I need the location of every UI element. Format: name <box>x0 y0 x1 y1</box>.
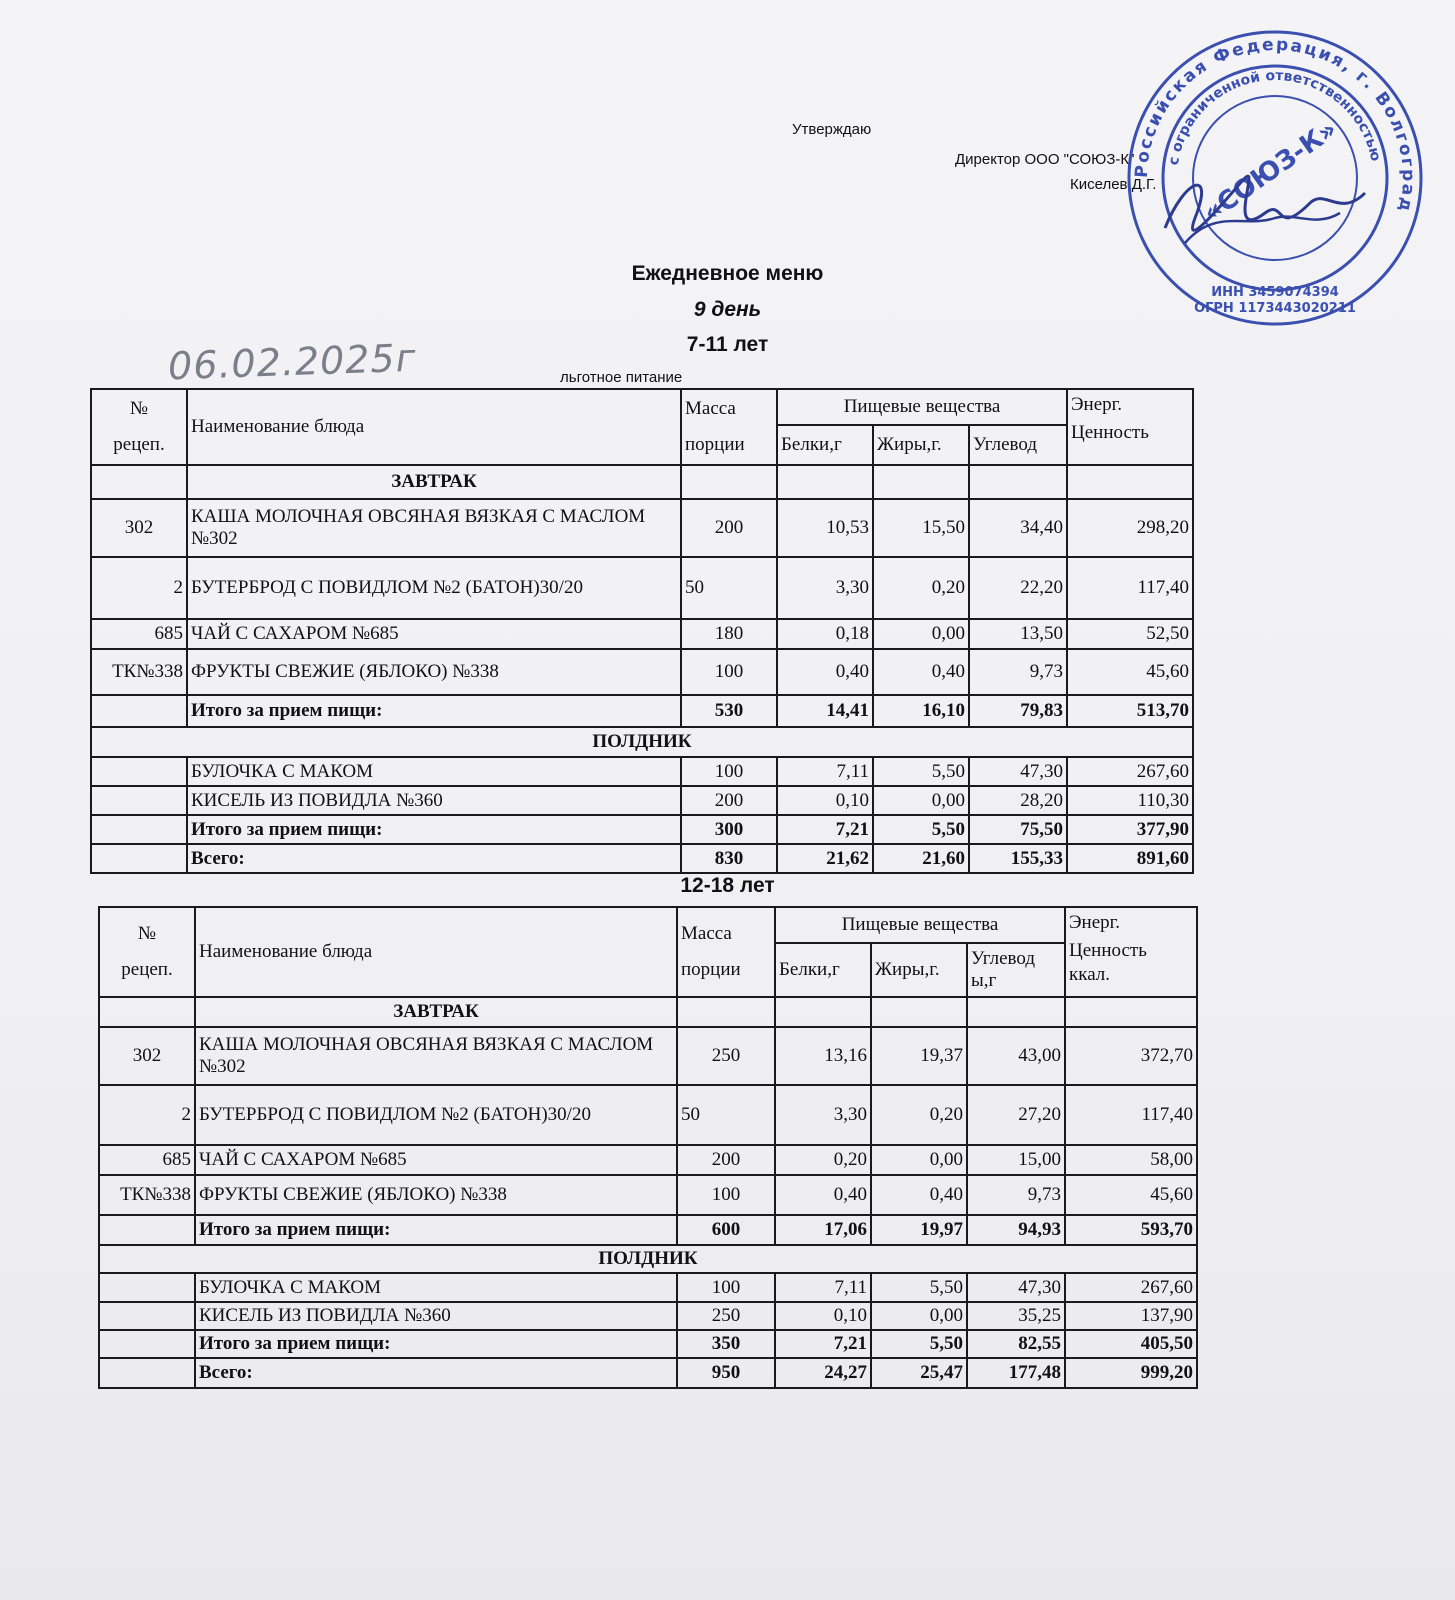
document-title: Ежедневное меню <box>631 262 824 285</box>
table-row: ТК№338 ФРУКТЫ СВЕЖИЕ (ЯБЛОКО) №338 100 0,40 0,40 9,73 45,60 <box>91 649 1193 695</box>
header-dish-name: Наименование блюда <box>195 907 677 997</box>
header-protein: Белки,г <box>775 943 871 997</box>
stamp-inn: ИНН 3459074394 <box>1211 285 1339 300</box>
header-portion-mass: Масса порции <box>677 907 775 997</box>
header-fat: Жиры,г. <box>871 943 967 997</box>
menu-table-7-11 <box>90 388 1194 874</box>
header-recipe-number: № рецеп. <box>91 389 187 465</box>
header-nutrients: Пищевые вещества <box>777 389 1067 425</box>
header-dish-name: Наименование блюда <box>187 389 681 465</box>
breakfast-total-row: Итого за прием пищи: 530 14,41 16,10 79,83 513,70 <box>91 695 1193 727</box>
approve-label: Утверждаю <box>792 121 872 138</box>
table-row: 2 БУТЕРБРОД С ПОВИДЛОМ №2 (БАТОН)30/20 50 3,30 0,20 27,20 117,40 <box>99 1085 1197 1145</box>
table-row: 685 ЧАЙ С САХАРОМ №685 180 0,18 0,00 13,50 52,50 <box>91 619 1193 649</box>
stamp-outer-text: Российская Федерация, г. Волгоград <box>1131 34 1419 216</box>
snack-total-row: Итого за прием пищи: 350 7,21 5,50 82,55 405,50 <box>99 1330 1197 1358</box>
snack-total-row: Итого за прием пищи: 300 7,21 5,50 75,50 377,90 <box>91 815 1193 844</box>
header-fat: Жиры,г. <box>873 425 969 465</box>
header-energy: Энерг. Ценность ккал. <box>1065 907 1197 997</box>
age-group-label-1: 7-11 лет <box>686 333 769 356</box>
day-label: 9 день <box>693 298 762 321</box>
stamp-inner-text: с ограниченной ответственностью <box>1165 67 1384 167</box>
grand-total-row: Всего: 950 24,27 25,47 177,48 999,20 <box>99 1358 1197 1388</box>
stamp-ogrn: ОГРН 1173443020211 <box>1194 301 1356 316</box>
header-nutrients: Пищевые вещества <box>775 907 1065 943</box>
header-carbs: Углевод <box>969 425 1067 465</box>
header-recipe-number: № рецеп. <box>99 907 195 997</box>
table-row: КИСЕЛЬ ИЗ ПОВИДЛА №360 200 0,10 0,00 28,20 110,30 <box>91 786 1193 815</box>
table-row: КИСЕЛЬ ИЗ ПОВИДЛА №360 250 0,10 0,00 35,25 137,90 <box>99 1302 1197 1330</box>
table-row: ТК№338 ФРУКТЫ СВЕЖИЕ (ЯБЛОКО) №338 100 0,40 0,40 9,73 45,60 <box>99 1175 1197 1215</box>
breakfast-total-row: Итого за прием пищи: 600 17,06 19,97 94,93 593,70 <box>99 1215 1197 1245</box>
section-breakfast: ЗАВТРАК <box>187 465 681 499</box>
age-group-label-2: 12-18 лет <box>680 874 775 897</box>
header-energy: Энерг. Ценность <box>1067 389 1193 465</box>
benefit-label: льготное питание <box>560 369 683 386</box>
stamp-center-text: «СОЮЗ-К» <box>1197 114 1343 229</box>
header-protein: Белки,г <box>777 425 873 465</box>
table-row: 2 БУТЕРБРОД С ПОВИДЛОМ №2 (БАТОН)30/20 50 3,30 0,20 22,20 117,40 <box>91 557 1193 619</box>
table-row: БУЛОЧКА С МАКОМ 100 7,11 5,50 47,30 267,60 <box>91 757 1193 786</box>
header-carbs: Углевод ы,г <box>967 943 1065 997</box>
menu-table-12-18 <box>98 906 1198 1389</box>
table-row: 302 КАША МОЛОЧНАЯ ОВСЯНАЯ ВЯЗКАЯ С МАСЛОМ №302 250 13,16 19,37 43,00 372,70 <box>99 1027 1197 1085</box>
director-title: Директор ООО "СОЮЗ-К" <box>955 151 1135 168</box>
table-row: БУЛОЧКА С МАКОМ 100 7,11 5,50 47,30 267,60 <box>99 1273 1197 1302</box>
header-portion-mass: Масса порции <box>681 389 777 465</box>
section-snack: ПОЛДНИК <box>91 727 1193 757</box>
table-row: 302 КАША МОЛОЧНАЯ ОВСЯНАЯ ВЯЗКАЯ С МАСЛОМ №302 200 10,53 15,50 34,40 298,20 <box>91 499 1193 557</box>
handwritten-date: 06.02.2025г <box>167 335 418 389</box>
grand-total-row: Всего: 830 21,62 21,60 155,33 891,60 <box>91 844 1193 873</box>
section-breakfast: ЗАВТРАК <box>195 997 677 1027</box>
director-name: Киселев Д.Г. <box>1070 176 1157 193</box>
section-snack: ПОЛДНИК <box>99 1245 1197 1273</box>
table-row: 685 ЧАЙ С САХАРОМ №685 200 0,20 0,00 15,00 58,00 <box>99 1145 1197 1175</box>
